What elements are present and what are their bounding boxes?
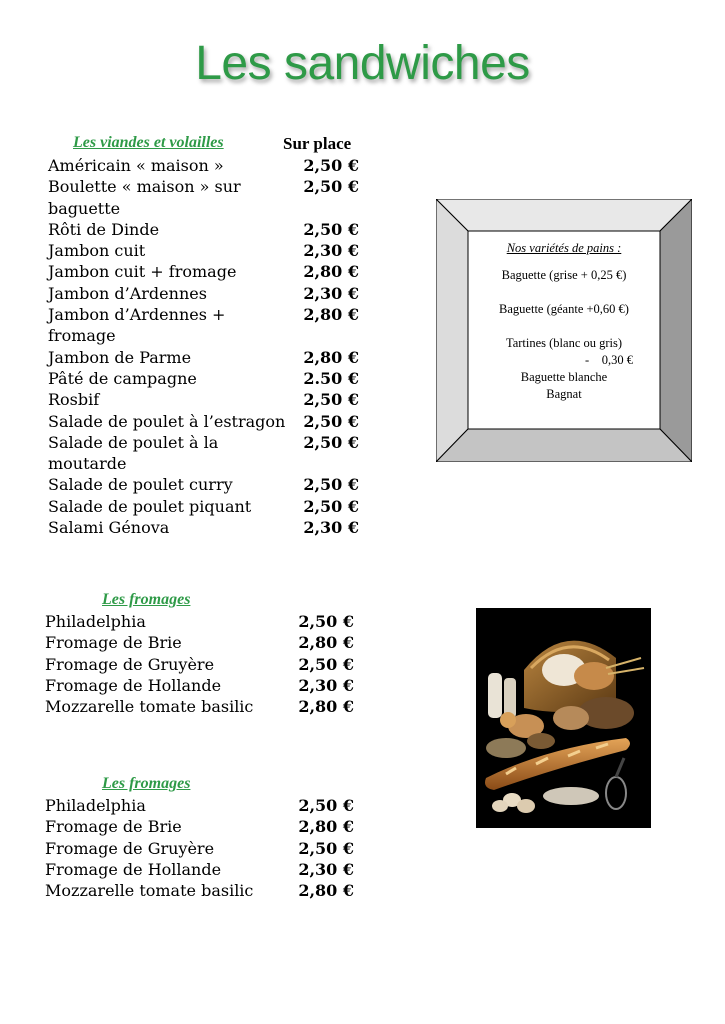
bread-basket-illustration — [476, 608, 651, 828]
menu-item-name: Philadelphia — [45, 612, 146, 631]
menu-item-name: Salade de poulet à la moutarde — [48, 432, 219, 474]
menu-item — [45, 696, 354, 717]
section-header-fromages-2: Les fromages — [102, 775, 191, 792]
menu-item-name: Mozzarelle tomate basilic — [45, 881, 254, 901]
bread-varieties-title: Nos variétés de pains : — [506, 241, 622, 255]
menu-item-price: 2.50 € — [303, 368, 359, 388]
menu-item — [48, 240, 359, 261]
menu-item — [45, 654, 354, 675]
bread-line-5: Baguette blanche — [520, 370, 608, 384]
menu-item-price: 2,50 € — [303, 156, 359, 175]
menu-item — [45, 838, 354, 859]
menu-item-name: Boulette « maison » sur baguette — [48, 177, 241, 218]
menu-item-price: 2,50 € — [298, 838, 354, 858]
menu-item — [48, 261, 359, 282]
menu-item-name: Américain « maison » — [48, 156, 224, 175]
bread-line-1: Baguette (grise + 0,25 €) — [501, 268, 627, 282]
menu-item — [48, 432, 359, 475]
menu-item-price: 2,50 € — [303, 475, 359, 495]
menu-item-price: 2,80 € — [298, 817, 354, 837]
menu-item-name: Jambon d’Ardennes + fromage — [48, 305, 226, 346]
menu-item-name: Philadelphia — [45, 796, 146, 815]
menu-item-name: Fromage de Gruyère — [45, 838, 215, 858]
menu-item — [45, 816, 354, 837]
menu-item-price: 2,50 € — [303, 177, 359, 197]
menu-item-price: 2,80 € — [298, 633, 354, 653]
menu-item — [48, 219, 359, 240]
menu-item — [48, 389, 359, 410]
bread-varieties-box — [436, 199, 692, 462]
menu-item-name: Fromage de Gruyère — [45, 654, 215, 674]
menu-item-price: 2,30 € — [298, 859, 354, 879]
menu-item — [45, 880, 354, 901]
menu-item-name: Fromage de Hollande — [45, 675, 222, 695]
menu-item — [45, 795, 354, 816]
menu-item-price: 2,50 € — [298, 612, 354, 631]
menu-item-price: 2,50 € — [303, 219, 359, 239]
menu-item — [45, 859, 354, 880]
menu-item — [48, 368, 359, 389]
menu-item-price: 2,80 € — [303, 262, 359, 282]
menu-item — [45, 611, 354, 632]
menu-item-name: Salade de poulet piquant — [48, 496, 252, 516]
menu-item-name: Mozzarelle tomate basilic — [45, 697, 254, 717]
bread-line-3: Tartines (blanc ou gris) — [505, 336, 623, 350]
menu-item-price: 2,80 € — [303, 347, 359, 367]
bread-line-4: - 0,30 € — [585, 353, 633, 367]
fromages-list-2 — [45, 795, 354, 901]
menu-item-name: Fromage de Brie — [45, 817, 182, 837]
menu-item-name: Jambon cuit — [48, 241, 146, 261]
bread-line-6: Bagnat — [546, 387, 582, 401]
menu-item — [48, 517, 359, 538]
menu-item-name: Fromage de Hollande — [45, 859, 222, 879]
menu-item-price: 2,80 € — [298, 697, 354, 717]
menu-item-price: 2,80 € — [298, 881, 354, 901]
menu-item — [48, 283, 359, 304]
viandes-list — [48, 155, 359, 538]
menu-item — [48, 176, 359, 219]
menu-item — [48, 304, 359, 347]
menu-item — [48, 347, 359, 368]
menu-item — [48, 155, 359, 176]
menu-item-price: 2,30 € — [298, 675, 354, 695]
menu-item-price: 2,30 € — [303, 241, 359, 261]
menu-item-name: Jambon de Parme — [48, 347, 192, 367]
menu-item-price: 2,50 € — [303, 496, 359, 516]
menu-item-name: Salade de poulet curry — [48, 475, 233, 495]
menu-item-name: Rosbif — [48, 390, 100, 410]
bread-line-2: Baguette (géante +0,60 €) — [499, 302, 629, 316]
menu-item-name: Pâté de campagne — [48, 368, 197, 388]
menu-item-name: Salami Génova — [48, 518, 170, 538]
menu-item-price: 2,50 € — [303, 432, 359, 452]
menu-item-name: Fromage de Brie — [45, 633, 182, 653]
bread-varieties-content — [468, 231, 660, 429]
menu-item-name: Jambon cuit + fromage — [48, 262, 237, 282]
menu-item — [48, 474, 359, 495]
menu-item-name: Jambon d’Ardennes — [48, 283, 207, 303]
menu-item — [48, 496, 359, 517]
menu-item-price: 2,50 € — [303, 411, 359, 431]
menu-item-price: 2,50 € — [298, 654, 354, 674]
column-header-sur-place: Sur place — [283, 134, 352, 153]
menu-item-price: 2,30 € — [303, 283, 359, 303]
menu-item-price: 2,80 € — [303, 305, 359, 325]
fromages-list-1 — [45, 611, 354, 717]
section-header-fromages-1: Les fromages — [102, 591, 191, 608]
menu-item — [45, 675, 354, 696]
menu-item — [48, 411, 359, 432]
menu-item-price: 2,30 € — [303, 518, 359, 538]
bread-basket-photo — [476, 608, 651, 828]
menu-item-price: 2,50 € — [298, 796, 354, 815]
page-title: Les sandwiches — [195, 37, 530, 90]
menu-item-name: Rôti de Dinde — [48, 219, 160, 239]
section-header-viandes: Les viandes et volailles — [73, 134, 224, 151]
menu-item-name: Salade de poulet à l’estragon — [48, 411, 286, 431]
menu-item — [45, 632, 354, 653]
menu-item-price: 2,50 € — [303, 390, 359, 410]
